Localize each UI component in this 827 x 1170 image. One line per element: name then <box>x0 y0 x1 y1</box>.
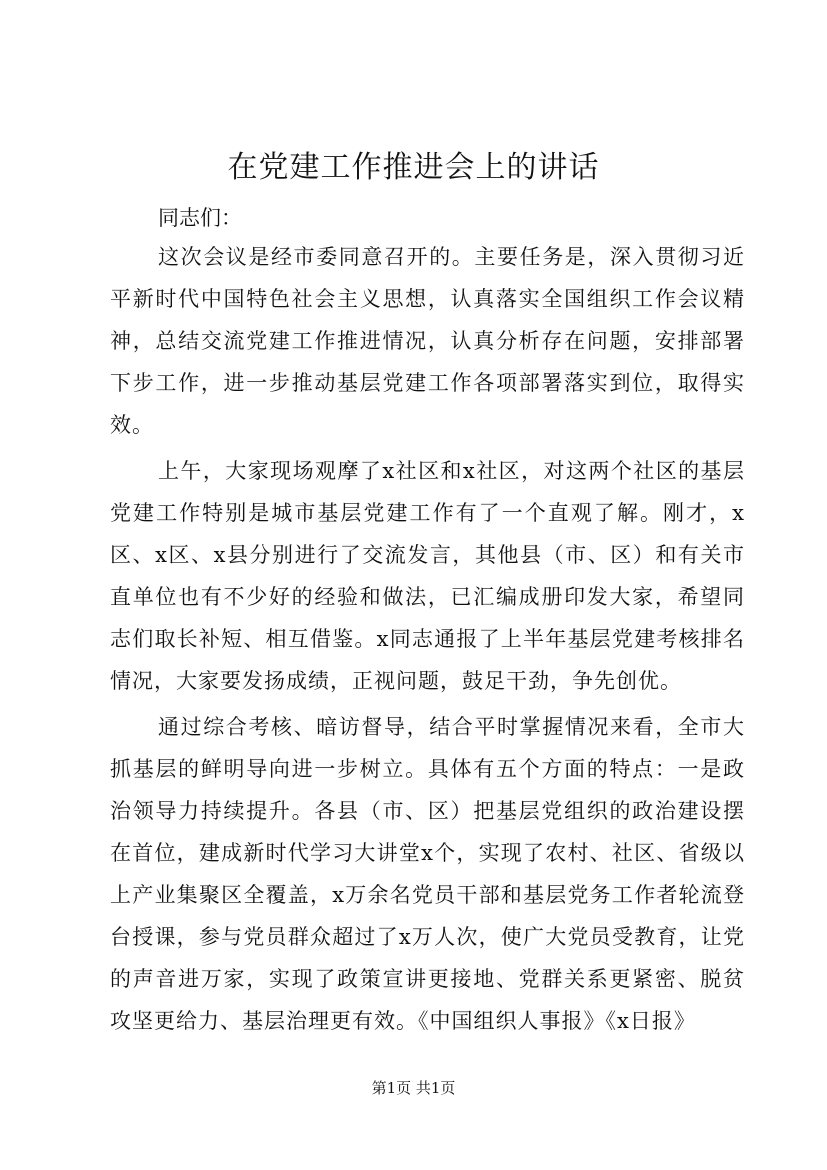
paragraph-3: 通过综合考核、暗访督导，结合平时掌握情况来看，全市大抓基层的鲜明导向进一步树立。具体有五个方面的特点：一是政治领导力持续提升。各县（市、区）把基层党组织的政治建设摆在首位，建成新时代学习大讲堂x个，实现了农村、社区、省级以上产业集聚区全覆盖，x万余名党员干部和基层党务工作者轮流登台授课，参与党员群众超过了x万人次，使广大党员受教育，让党的声音进万家，实现了政策宣讲更接地、党群关系更紧密、脱贫攻坚更给力、基层治理更有效。《中国组织人事报》《x日报》 <box>110 715 745 1033</box>
paragraph-1: 这次会议是经市委同意召开的。主要任务是，深入贯彻习近平新时代中国特色社会主义思想，认真落实全国组织工作会议精神，总结交流党建工作推进情况，认真分析存在问题，安排部署下步工作，进一步推动基层党建工作各项部署落实到位，取得实效。 <box>110 245 745 437</box>
page-footer: 第1页 共1页 <box>371 1079 456 1097</box>
document-title: 在党建工作推进会上的讲话 <box>227 150 600 185</box>
salutation: 同志们： <box>158 206 242 230</box>
document-body <box>110 236 745 1046</box>
paragraph-2: 上午，大家现场观摩了x社区和x社区，对这两个社区的基层党建工作特别是城市基层党建工作有了一个直观了解。刚才，x区、x区、x县分别进行了交流发言，其他县（市、区）和有关市直单位也有不少好的经验和做法，已汇编成册印发大家，希望同志们取长补短、相互借鉴。x同志通报了上半年基层党建考核排名情况，大家要发扬成绩，正视问题，鼓足干劲，争先创优。 <box>110 459 745 693</box>
